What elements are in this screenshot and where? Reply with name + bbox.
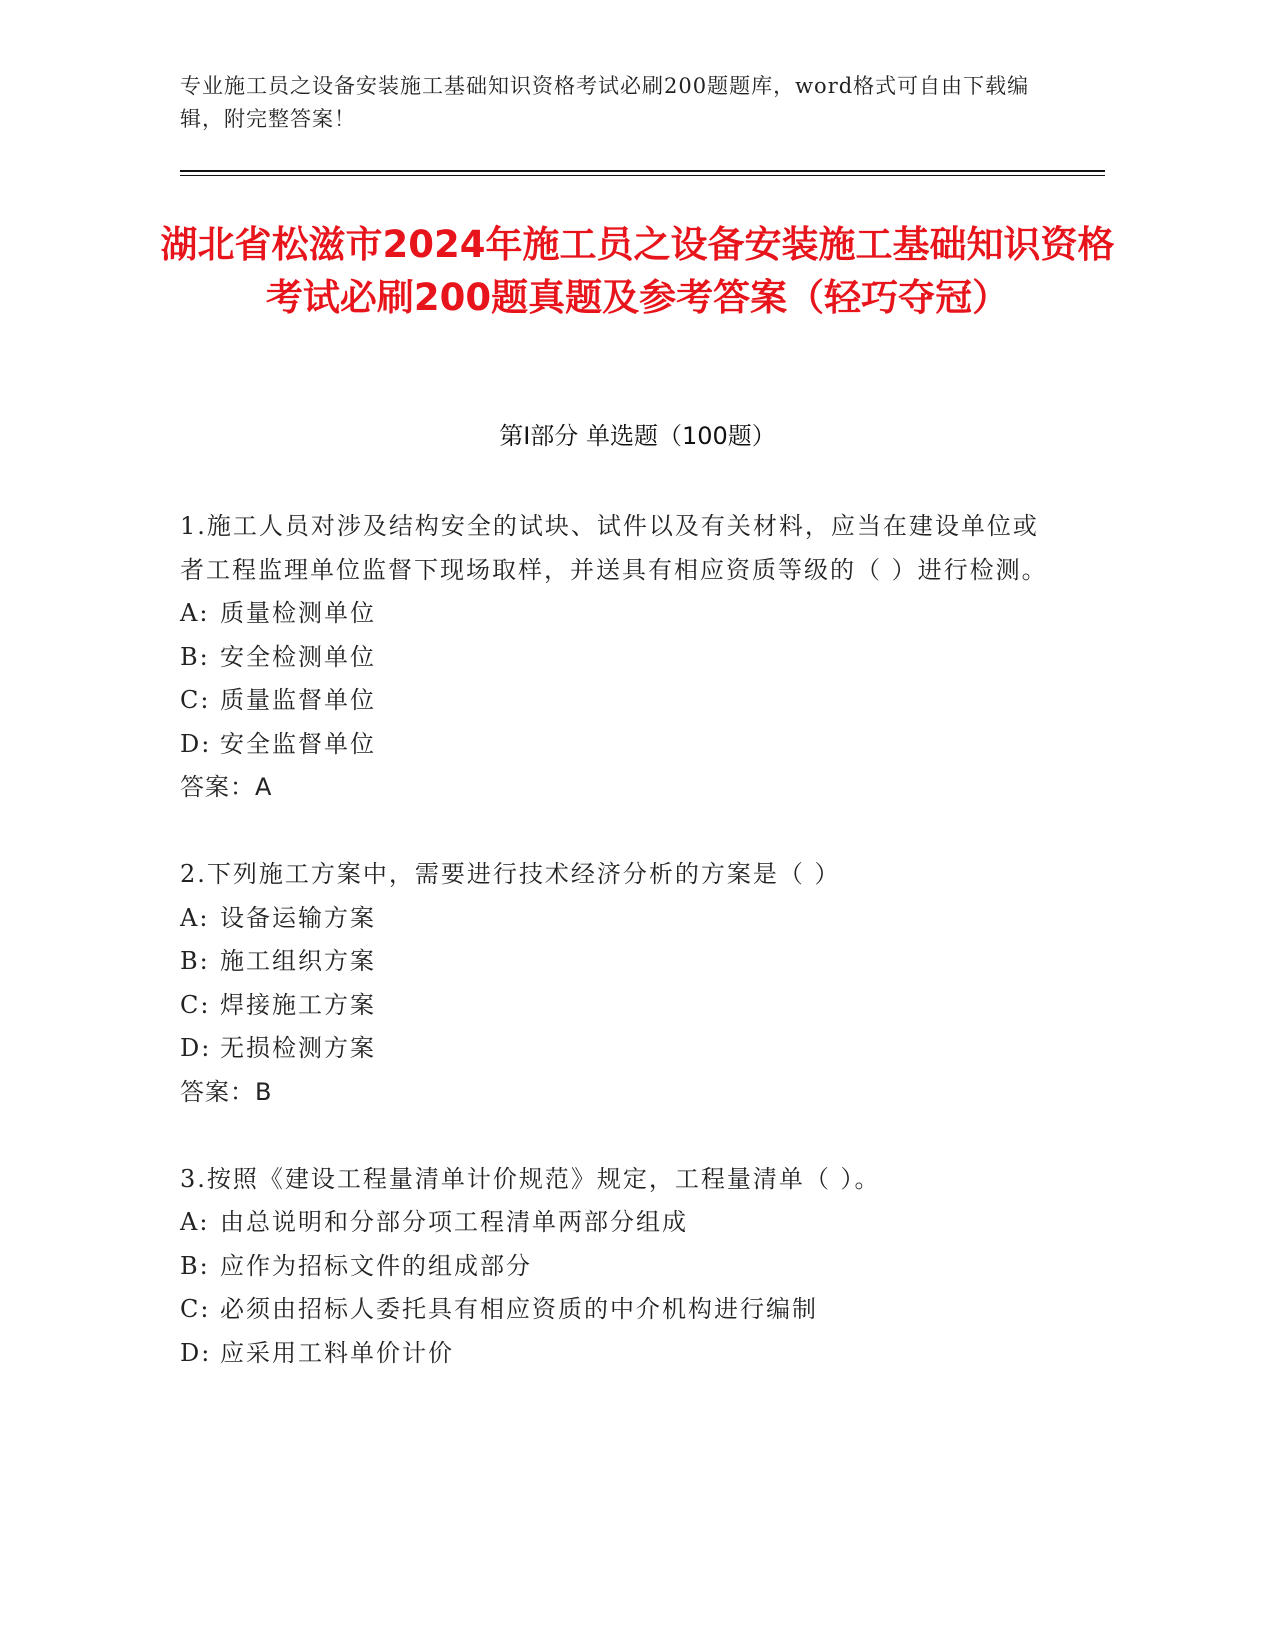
option-c (180, 984, 1060, 1028)
question-3 (180, 1158, 1060, 1376)
option-key: A: (180, 903, 210, 932)
option-text: 必须由招标人委托具有相应资质的中介机构进行编制 (220, 1295, 818, 1323)
option-text: 应采用工料单价计价 (220, 1338, 454, 1367)
header-note: 专业施工员之设备安装施工基础知识资格考试必刷200题题库，word格式可自由下载编辑，附完整答案！ (180, 74, 1030, 131)
option-key: D: (180, 729, 212, 758)
option-key: B: (180, 642, 210, 671)
option-text: 施工组织方案 (220, 947, 376, 975)
option-b (180, 940, 1060, 984)
option-text: 质量检测单位 (220, 599, 376, 627)
option-key: B: (180, 947, 210, 975)
option-key: D: (180, 1338, 212, 1367)
answer-line: 答案：B (180, 1077, 273, 1106)
option-d (180, 1332, 1060, 1376)
option-text: 无损检测方案 (220, 1034, 376, 1062)
option-text: 应作为招标文件的组成部分 (220, 1251, 532, 1280)
option-key: A: (180, 599, 210, 627)
option-text: 安全检测单位 (220, 642, 376, 671)
header-rule-thin (180, 175, 1105, 176)
option-a (180, 897, 1060, 941)
question-list (180, 505, 1060, 1419)
option-b (180, 1245, 1060, 1289)
option-c (180, 679, 1060, 723)
question-1 (180, 505, 1060, 810)
option-text: 安全监督单位 (220, 729, 376, 758)
document-title: 湖北省松滋市2024年施工员之设备安装施工基础知识资格考试必刷200题真题及参考答案（轻巧夺冠） (160, 223, 1115, 319)
section-heading: 第I部分 单选题（100题） (499, 422, 776, 450)
option-key: B: (180, 1251, 210, 1280)
option-text: 由总说明和分部分项工程清单两部分组成 (220, 1208, 688, 1236)
option-b (180, 636, 1060, 680)
option-key: D: (180, 1034, 212, 1062)
option-a (180, 1201, 1060, 1245)
option-text: 设备运输方案 (220, 903, 376, 932)
question-2 (180, 853, 1060, 1114)
question-stem: 3.按照《建设工程量清单计价规范》规定，工程量清单（ ）。 (180, 1164, 881, 1193)
header-rule (180, 170, 1105, 172)
option-d (180, 723, 1060, 767)
option-text: 质量监督单位 (220, 686, 376, 714)
option-key: C: (180, 1295, 211, 1323)
question-stem: 2.下列施工方案中，需要进行技术经济分析的方案是（ ） (180, 860, 841, 888)
question-stem: 1.施工人员对涉及结构安全的试块、试件以及有关材料，应当在建设单位或者工程监理单位监督下现场取样，并送具有相应资质等级的（ ）进行检测。 (180, 512, 1048, 584)
answer-line: 答案：A (180, 773, 273, 801)
option-text: 焊接施工方案 (220, 990, 376, 1019)
option-key: C: (180, 990, 211, 1019)
option-key: C: (180, 686, 211, 714)
option-key: A: (180, 1208, 210, 1236)
option-c (180, 1288, 1060, 1332)
option-d (180, 1027, 1060, 1071)
option-a (180, 592, 1060, 636)
